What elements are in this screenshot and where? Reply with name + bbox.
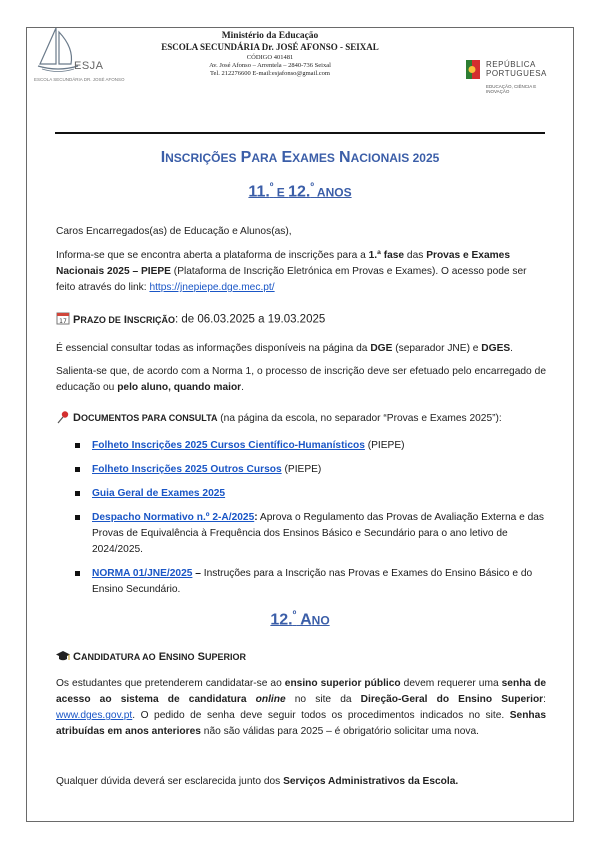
page-subtitle: 11.$^º$ E 12.$^º$ ANOS (248, 182, 352, 201)
calendar-icon (56, 311, 70, 328)
republic-line2: PORTUGUESA (486, 69, 547, 78)
school-code: CÓDIGO 401481 (246, 54, 294, 61)
document-link[interactable]: Guia Geral de Exames 2025 (92, 488, 226, 499)
list-item: Despacho Normativo n.º 2-A/2025: Aprova o Regulamento das Provas de Avaliação Externa e das Provas de Equivalência à Frequência dos Ensinos Básico e Secundário para o ano letivo de 2024/2025. (92, 510, 547, 558)
page-title: INSCRIÇÕES PARA EXAMES NACIONAIS 2025 (160, 149, 440, 166)
list-item: Folheto Inscrições 2025 Cursos Científico-Humanísticos (PIEPE) (92, 438, 547, 454)
school-address: Av. José Afonso – Arrentela – 2840-736 Seixal (209, 62, 331, 69)
deadline-value: : de 06.03.2025 a 19.03.2025 (174, 313, 326, 326)
info-paragraph-2: Salienta-se que, de acordo com a Norma 1, o processo de inscrição deve ser efetuado pelo encarregado de educação ou pelo aluno, quando maior. (56, 366, 546, 393)
svg-text:17: 17 (59, 318, 67, 325)
section-12-title: 12.$^º$ ANO (270, 610, 330, 629)
document-link[interactable]: Despacho Normativo n.º 2-A/2025 (92, 512, 255, 523)
logo-subtext: ESCOLA SECUNDÁRIA DR. JOSÉ AFONSO (34, 77, 125, 82)
dges-link[interactable]: www.dges.gov.pt (56, 710, 133, 721)
republic-logo (466, 58, 566, 118)
closing-paragraph: Qualquer dúvida deverá ser esclarecida junto dos Serviços Administrativos da Escola. (56, 776, 459, 787)
documents-list (92, 438, 547, 606)
school-contact: Tel. 212276600 E-mail:esjafonso@gmail.com (210, 70, 330, 77)
republic-line1: REPÚBLICA (486, 60, 536, 69)
documents-heading: DOCUMENTOS PARA CONSULTA (na página da escola, no separador “Provas e Exames 2025”): (56, 410, 502, 427)
letterhead (0, 0, 600, 108)
graduation-cap-icon (56, 649, 70, 666)
school-name: ESCOLA SECUNDÁRIA Dr. JOSÉ AFONSO - SEIXAL (161, 42, 379, 52)
list-item: NORMA 01/JNE/2025 – Instruções para a Inscrição nas Provas e Exames do Ensino Básico e do Ensino Secundário. (92, 566, 547, 598)
header-divider (55, 132, 545, 134)
document-link[interactable]: Folheto Inscrições 2025 Cursos Científico-Humanísticos (92, 440, 365, 451)
school-logo (34, 24, 125, 86)
pushpin-icon (56, 410, 70, 427)
list-item: Folheto Inscrições 2025 Outros Cursos (PIEPE) (92, 462, 547, 478)
greeting: Caros Encarregados(as) de Educação e Alunos(as), (56, 226, 292, 237)
logo-text: ESJA (74, 60, 104, 72)
intro-paragraph: Informa-se que se encontra aberta a plataforma de inscrições para a 1.ª fase das Provas e Exames Nacionais 2025 – PIEPE (Plataforma de Inscrição Eletrónica em Provas e Exames). O acesso pode ser feito através do link: https://jnepiepe.dge.mec.pt/ (56, 250, 527, 293)
piepe-link[interactable]: https://jnepiepe.dge.mec.pt/ (149, 282, 275, 293)
candidatura-heading: CANDIDATURA AO ENSINO SUPERIOR (56, 649, 246, 666)
school-info (120, 31, 420, 77)
deadline-heading: 17 PRAZO DE INSCRIÇÃO: de 06.03.2025 a 19.03.2025 (56, 311, 325, 328)
republic-subtext: EDUCAÇÃO, CIÊNCIA E INOVAÇÃO (486, 84, 537, 94)
candidatura-paragraph: Os estudantes que pretenderem candidatar-se ao ensino superior público devem requerer uma senha de acesso ao sistema de candidatura online no site da Direção-Geral do Ensino Superior: www.dges.gov.pt. O pedido de senha deve seguir todos os procedimentos indicados no site. Senhas atribuídas em anos anteriores não são válidas para 2025 – é obrigatório solicitar uma nova. (56, 678, 546, 737)
info-paragraph-1: É essencial consultar todas as informações disponíveis na página da DGE (separador JNE) e DGES. (56, 343, 514, 354)
document-link[interactable]: NORMA 01/JNE/2025 (92, 568, 193, 579)
portugal-emblem-icon (466, 60, 480, 79)
document-link[interactable]: Folheto Inscrições 2025 Outros Cursos (92, 464, 282, 475)
ministry-name: Ministério da Educação (221, 31, 319, 41)
list-item (92, 486, 547, 502)
